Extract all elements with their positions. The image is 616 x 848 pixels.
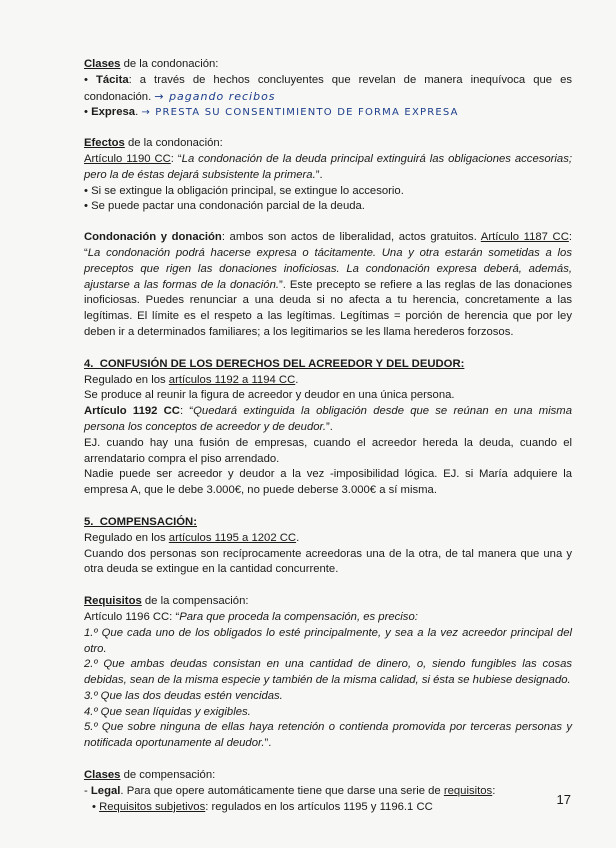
section-5-regulado: Regulado en los artículos 1195 a 1202 CC. bbox=[84, 531, 300, 544]
clases-compensacion-heading: Clases de compensación: bbox=[84, 769, 216, 782]
section-5-heading: 5. COMPENSACIÓN: bbox=[84, 515, 197, 528]
requisito-1: 1.º Que cada uno de los obligados lo esté principalmente, y sea a la vez acreedor principal del otro. bbox=[84, 626, 572, 655]
handwritten-note-tacita: → pagando recibos bbox=[154, 89, 276, 103]
clases-condonacion-heading: Clases de la condonación: bbox=[84, 58, 219, 70]
condonacion-donacion-paragraph: Condonación y donación: ambos son actos de liberalidad, actos gratuitos. Artículo 1187 CC: “La condonación podrá hacerse expresa o tácitamente. Una y otra estarán sometidas a los preceptos que rigen las donaciones inoficiosas. La condonación expresa deberá, además, ajustarse a las formas de la donación.”. Este precepto se refiere a las reglas de las donaciones inoficiosas. Puedes renunciar a una deuda si no afecta a tu herencia, concretamente a las legítimas. El límite es el respeto a las legítimas. Legítimas = porción de herencia que por ley deben ir a determinados familiares; a los legitimarios se les llama herederos forzosos. bbox=[84, 231, 573, 338]
requisitos-heading: Requisitos de la compensación: bbox=[84, 595, 249, 608]
requisitos-subjetivos-item: • Requisitos subjetivos: regulados en los artículos 1195 y 1196.1 CC bbox=[84, 800, 572, 816]
requisito-3: 3.º Que las dos deudas estén vencidas. bbox=[84, 689, 283, 702]
spacer bbox=[84, 341, 572, 357]
section-4-regulado: Regulado en los artículos 1192 a 1194 CC. bbox=[84, 373, 299, 386]
requisito-2: 2.º Que ambas deudas consistan en una cantidad de dinero, o, siendo fungibles las cosas debidas, sean de la misma especie y también de la misma calidad, si ésta se hubiese designado. bbox=[84, 658, 572, 687]
requisitos-article: Artículo 1196 CC: “Para que proceda la compensación, es preciso: bbox=[84, 610, 418, 623]
efectos-article: Artículo 1190 CC: “La condonación de la deuda principal extinguirá las obligaciones accesorias; pero la de éstas dejará subsistente la primera.”. bbox=[84, 152, 573, 181]
section-4-definition: Se produce al reunir la figura de acreedor y deudor en una única persona. bbox=[84, 389, 455, 402]
efectos-bullet-2: • Se puede pactar una condonación parcial de la deuda. bbox=[84, 199, 572, 215]
section-4-example-1: EJ. cuando hay una fusión de empresas, cuando el acreedor hereda la deuda, cuando el arrendatario compra el piso arrendado. bbox=[84, 436, 572, 465]
spacer bbox=[84, 578, 572, 594]
efectos-heading: Efectos de la condonación: bbox=[84, 137, 223, 150]
section-4-example-2: Nadie puede ser acreedor y deudor a la vez -imposibilidad lógica. EJ. si María adquiere la empresa A, que le debe 3.000€, no puede deberse 3.000€ a sí misma. bbox=[84, 468, 572, 497]
section-5-definition: Cuando dos personas son recíprocamente acreedoras una de la otra, de tal manera que una y otra deuda se extingue en la cantidad concurrente. bbox=[84, 547, 572, 576]
expresa-item: • Expresa. → PRESTA SU CONSENTIMIENTO DE FORMA EXPRESA bbox=[84, 105, 572, 121]
handwritten-note-expresa: → PRESTA SU CONSENTIMIENTO DE FORMA EXPRESA bbox=[141, 107, 459, 119]
requisito-4: 4.º Que sean líquidas y exigibles. bbox=[84, 705, 251, 718]
efectos-bullet-1: • Si se extingue la obligación principal, se extingue lo accesorio. bbox=[84, 184, 572, 200]
page-number: 17 bbox=[556, 792, 571, 807]
spacer bbox=[84, 752, 572, 768]
legal-item: - Legal. Para que opere automáticamente tiene que darse una serie de requisitos: bbox=[84, 784, 496, 797]
spacer bbox=[84, 121, 572, 136]
page-content bbox=[84, 57, 572, 815]
tacita-item: • Tácita: a través de hechos concluyentes que revelan de manera inequívoca que es condonación. → pagando recibos bbox=[84, 73, 572, 106]
section-4-heading: 4. CONFUSIÓN DE LOS DERECHOS DEL ACREEDOR Y DEL DEUDOR: bbox=[84, 357, 465, 370]
spacer bbox=[84, 499, 572, 515]
spacer bbox=[84, 215, 572, 230]
requisito-5: 5.º Que sobre ninguna de ellas haya retención o contienda promovida por terceras personas y notificada oportunamente al deudor.”. bbox=[84, 721, 572, 750]
section-4-article: Artículo 1192 CC: “Quedará extinguida la obligación desde que se reúnan en una misma persona los conceptos de acreedor y de deudor.”. bbox=[84, 405, 573, 433]
